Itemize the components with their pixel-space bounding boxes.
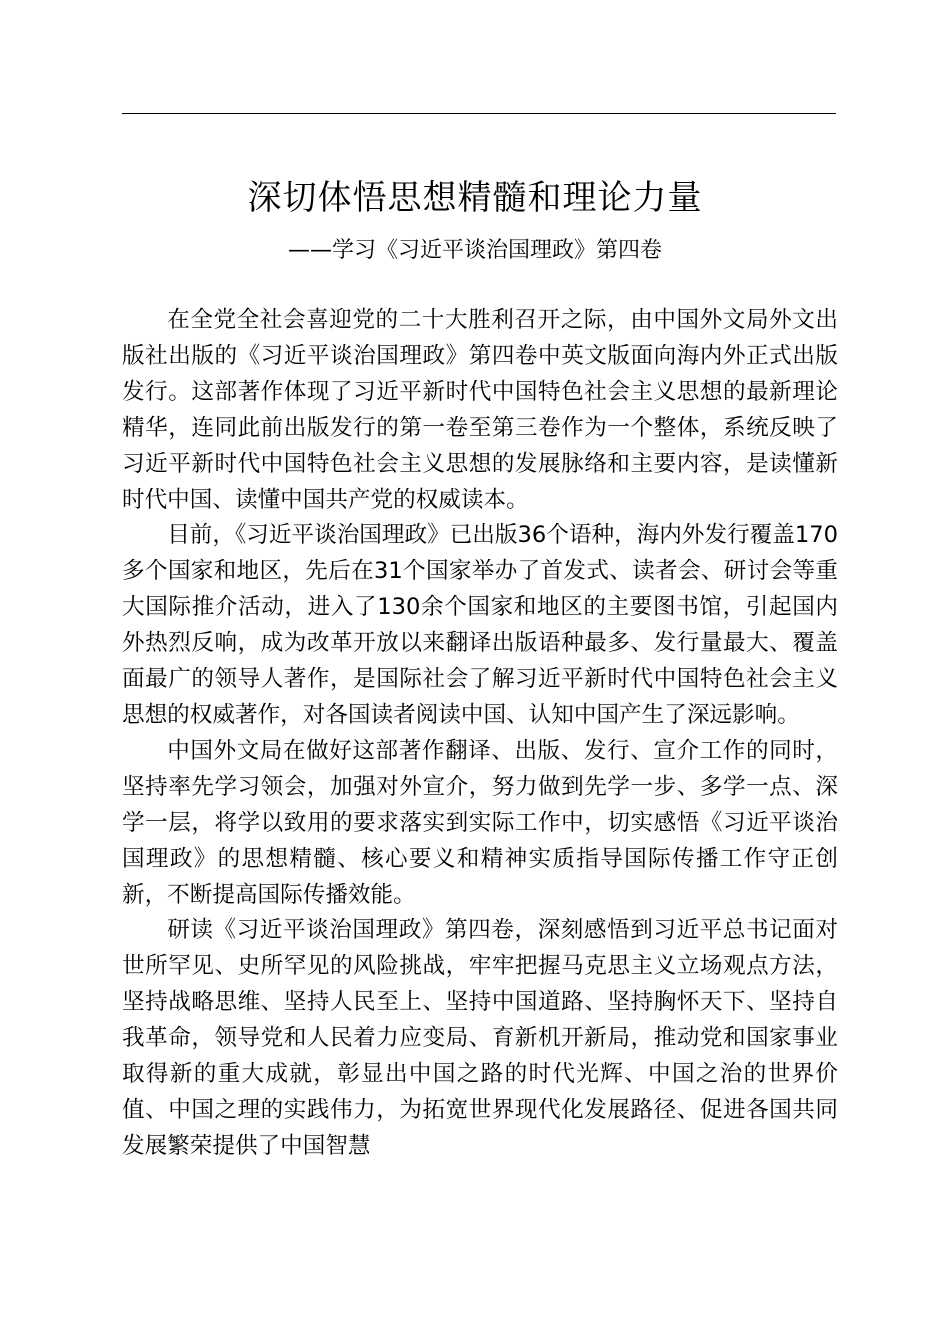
paragraph-3: 中国外文局在做好这部著作翻译、出版、发行、宣介工作的同时，坚持率先学习领会，加强对外宣介，努力做到先学一步、多学一点、深学一层，将学以致用的要求落实到实际工作中，切实感悟《习近平谈治国理政》的思想精髓、核心要义和精神实质指导国际传播工作守正创新，不断提高国际传播效能。: [122, 737, 838, 908]
header-rule: [122, 113, 836, 114]
paragraph-4: 研读《习近平谈治国理政》第四卷，深刻感悟到习近平总书记面对世所罕见、史所罕见的风险挑战，牢牢把握马克思主义立场观点方法，坚持战略思维、坚持人民至上、坚持中国道路、坚持胸怀天下、坚持自我革命，领导党和人民着力应变局、育新机开新局，推动党和国家事业取得新的重大成就，彰显出中国之路的时代光辉、中国之治的世界价值、中国之理的实践伟力，为拓宽世界现代化发展路径、促进各国共同发展繁荣提供了中国智慧: [122, 917, 838, 1159]
paragraph-1: 在全党全社会喜迎党的二十大胜利召开之际，由中国外文局外文出版社出版的《习近平谈治国理政》第四卷中英文版面向海内外正式出版发行。这部著作体现了习近平新时代中国特色社会主义思想的最新理论精华，连同此前出版发行的第一卷至第三卷作为一个整体，系统反映了习近平新时代中国特色社会主义思想的发展脉络和主要内容，是读懂新时代中国、读懂中国共产党的权威读本。: [122, 307, 838, 513]
paragraph-2: 目前，《习近平谈治国理政》已出版36个语种，海内外发行覆盖170多个国家和地区，先后在31个国家举办了首发式、读者会、研讨会等重大国际推介活动，进入了130余个国家和地区的主要图书馆，引起国内外热烈反响，成为改革开放以来翻译出版语种最多、发行量最大、覆盖面最广的领导人著作，是国际社会了解习近平新时代中国特色社会主义思想的权威著作，对各国读者阅读中国、认知中国产生了深远影响。: [122, 522, 838, 728]
article-body: [122, 303, 838, 1165]
article-subtitle: ——学习《习近平谈治国理政》第四卷: [287, 238, 662, 263]
article-title: 深切体悟思想精髓和理论力量: [247, 178, 703, 218]
